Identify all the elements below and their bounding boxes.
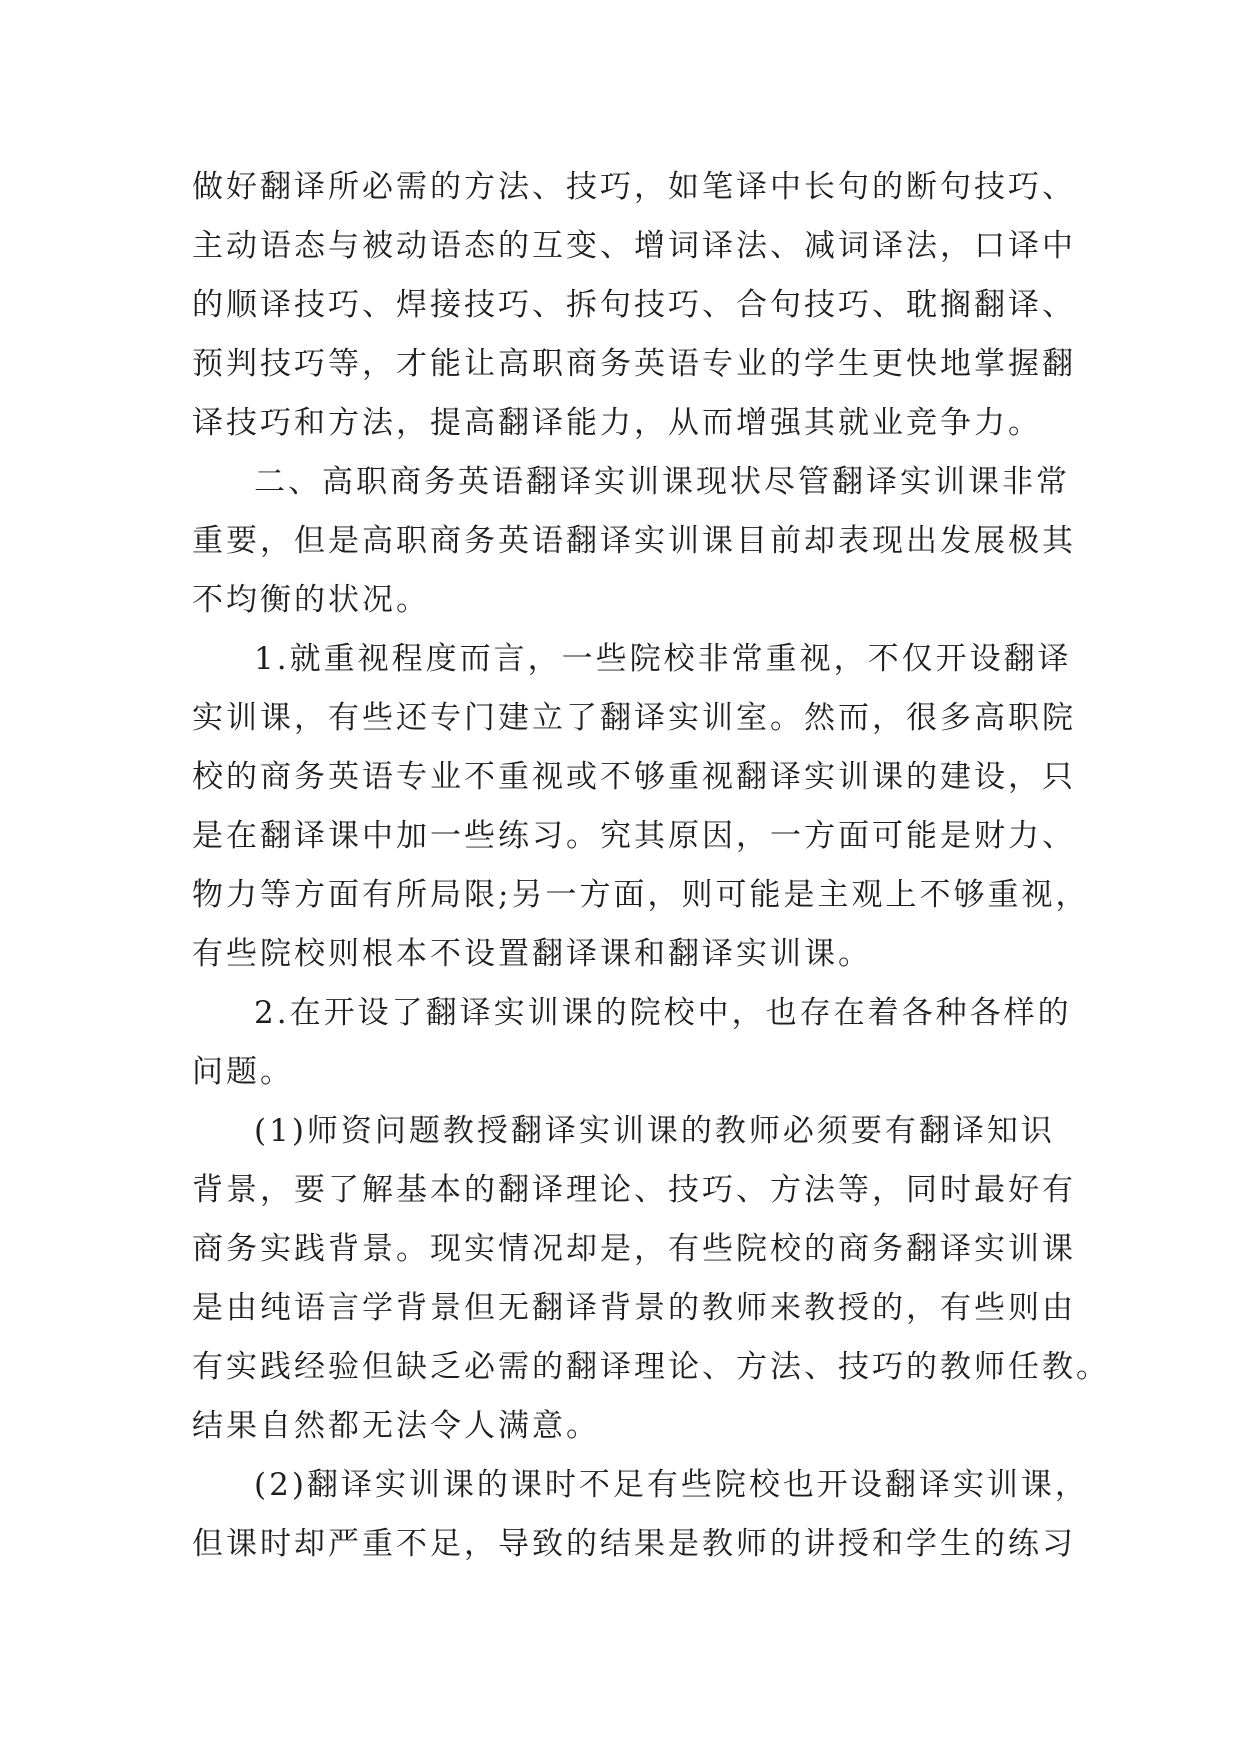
text-line: 是由纯语言学背景但无翻译背景的教师来教授的，有些则由	[192, 1290, 1076, 1326]
paragraph-start-line: (2)翻译实训课的课时不足有些院校也开设翻译实训课，	[254, 1467, 1089, 1503]
paragraph-start-line: (1)师资问题教授翻译实训课的教师必须要有翻译知识	[254, 1113, 1055, 1149]
text-line: 问题。	[192, 1054, 294, 1090]
text-line: 结果自然都无法令人满意。	[192, 1408, 600, 1444]
section-heading-line: 二、高职商务英语翻译实训课现状尽管翻译实训课非常	[254, 464, 1070, 500]
text-line: 实训课，有些还专门建立了翻译实训室。然而，很多高职院	[192, 700, 1076, 736]
text-line: 有些院校则根本不设置翻译课和翻译实训课。	[192, 936, 872, 972]
text-line: 有实践经验但缺乏必需的翻译理论、方法、技巧的教师任教。	[192, 1349, 1110, 1385]
text-line: 不均衡的状况。	[192, 582, 430, 618]
text-line: 的顺译技巧、焊接技巧、拆句技巧、合句技巧、耽搁翻译、	[192, 287, 1076, 323]
text-line: 但课时却严重不足，导致的结果是教师的讲授和学生的练习	[192, 1526, 1076, 1562]
text-line: 译技巧和方法，提高翻译能力，从而增强其就业竞争力。	[192, 405, 1042, 441]
paragraph-start-line: 2.在开设了翻译实训课的院校中，也存在着各种各样的	[254, 995, 1072, 1031]
text-line: 预判技巧等，才能让高职商务英语专业的学生更快地掌握翻	[192, 346, 1076, 382]
text-line: 背景，要了解基本的翻译理论、技巧、方法等，同时最好有	[192, 1172, 1076, 1208]
body-text	[192, 158, 1110, 1574]
text-line: 做好翻译所必需的方法、技巧，如笔译中长句的断句技巧、	[192, 169, 1076, 205]
text-line: 主动语态与被动语态的互变、增词译法、减词译法，口译中	[192, 228, 1076, 264]
paragraph-start-line: 1.就重视程度而言，一些院校非常重视，不仅开设翻译	[254, 641, 1072, 677]
text-line: 商务实践背景。现实情况却是，有些院校的商务翻译实训课	[192, 1231, 1076, 1267]
text-line: 重要，但是高职商务英语翻译实训课目前却表现出发展极其	[192, 523, 1076, 559]
text-line: 是在翻译课中加一些练习。究其原因，一方面可能是财力、	[192, 818, 1076, 854]
text-line: 校的商务英语专业不重视或不够重视翻译实训课的建设，只	[192, 759, 1076, 795]
text-line: 物力等方面有所局限;另一方面，则可能是主观上不够重视，	[192, 877, 1090, 913]
